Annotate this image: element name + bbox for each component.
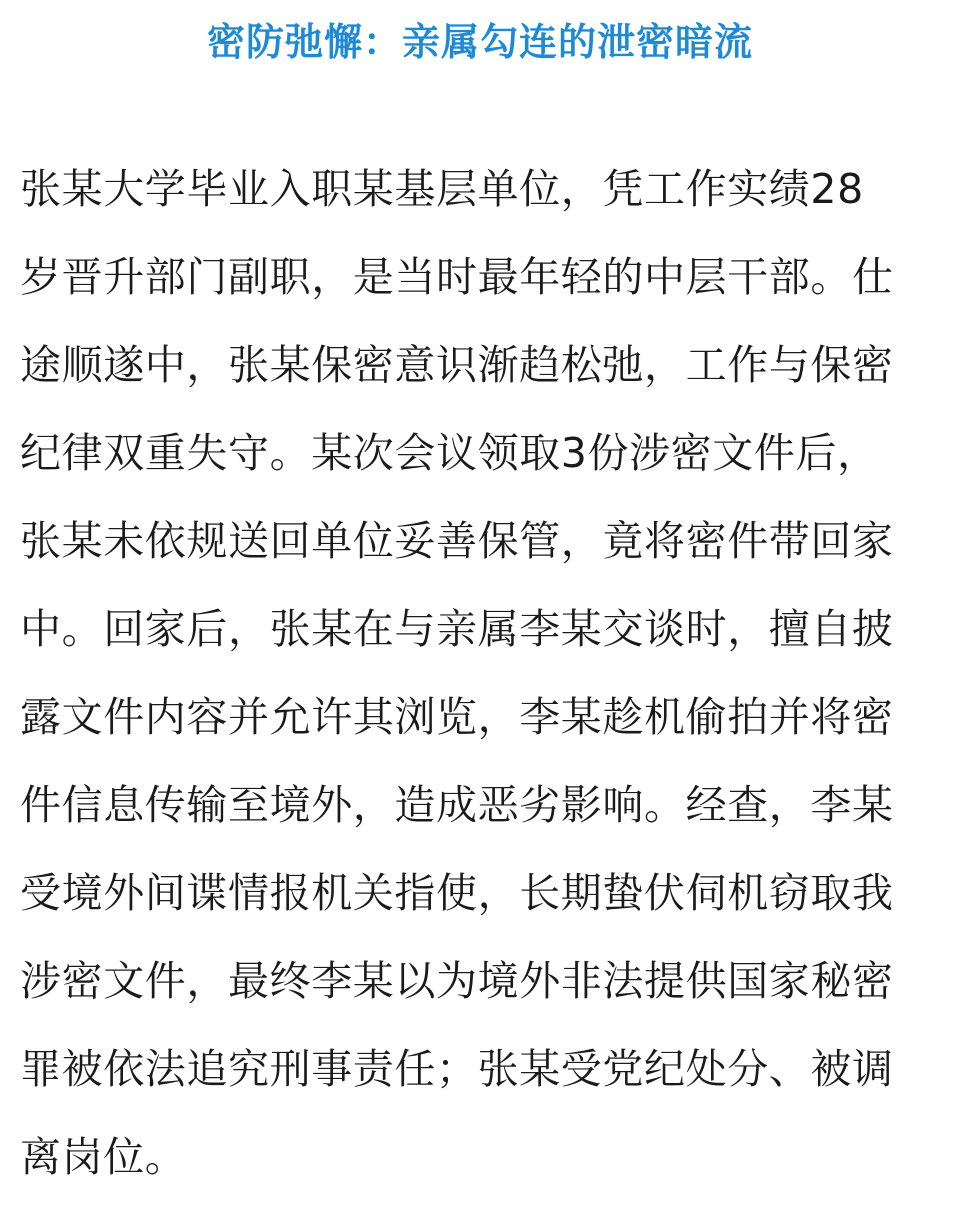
body-line: 张某大学毕业入职某基层单位，凭工作实绩28 (20, 165, 864, 213)
body-line: 露文件内容并允许其浏览，李某趁机偷拍并将密 (20, 693, 894, 741)
body-line: 纪律双重失守。某次会议领取3份涉密文件后， (20, 429, 879, 477)
body-line: 岁晋升部门副职，是当时最年轻的中层干部。仕 (20, 253, 894, 301)
body-line: 途顺遂中，张某保密意识渐趋松弛，工作与保密 (20, 341, 894, 389)
body-line: 受境外间谍情报机关指使，长期蛰伏伺机窃取我 (20, 869, 894, 917)
body-line: 中。回家后，张某在与亲属李某交谈时，擅自披 (20, 605, 894, 653)
article-body (20, 145, 940, 1201)
body-line: 离岗位。 (20, 1133, 187, 1181)
body-line: 涉密文件，最终李某以为境外非法提供国家秘密 (20, 957, 894, 1005)
body-line: 罪被依法追究刑事责任；张某受党纪处分、被调 (20, 1045, 894, 1093)
body-line: 张某未依规送回单位妥善保管，竟将密件带回家 (20, 517, 894, 565)
body-line: 件信息传输至境外，造成恶劣影响。经查，李某 (20, 781, 894, 829)
article-title: 密防弛懈：亲属勾连的泄密暗流 (206, 20, 753, 64)
